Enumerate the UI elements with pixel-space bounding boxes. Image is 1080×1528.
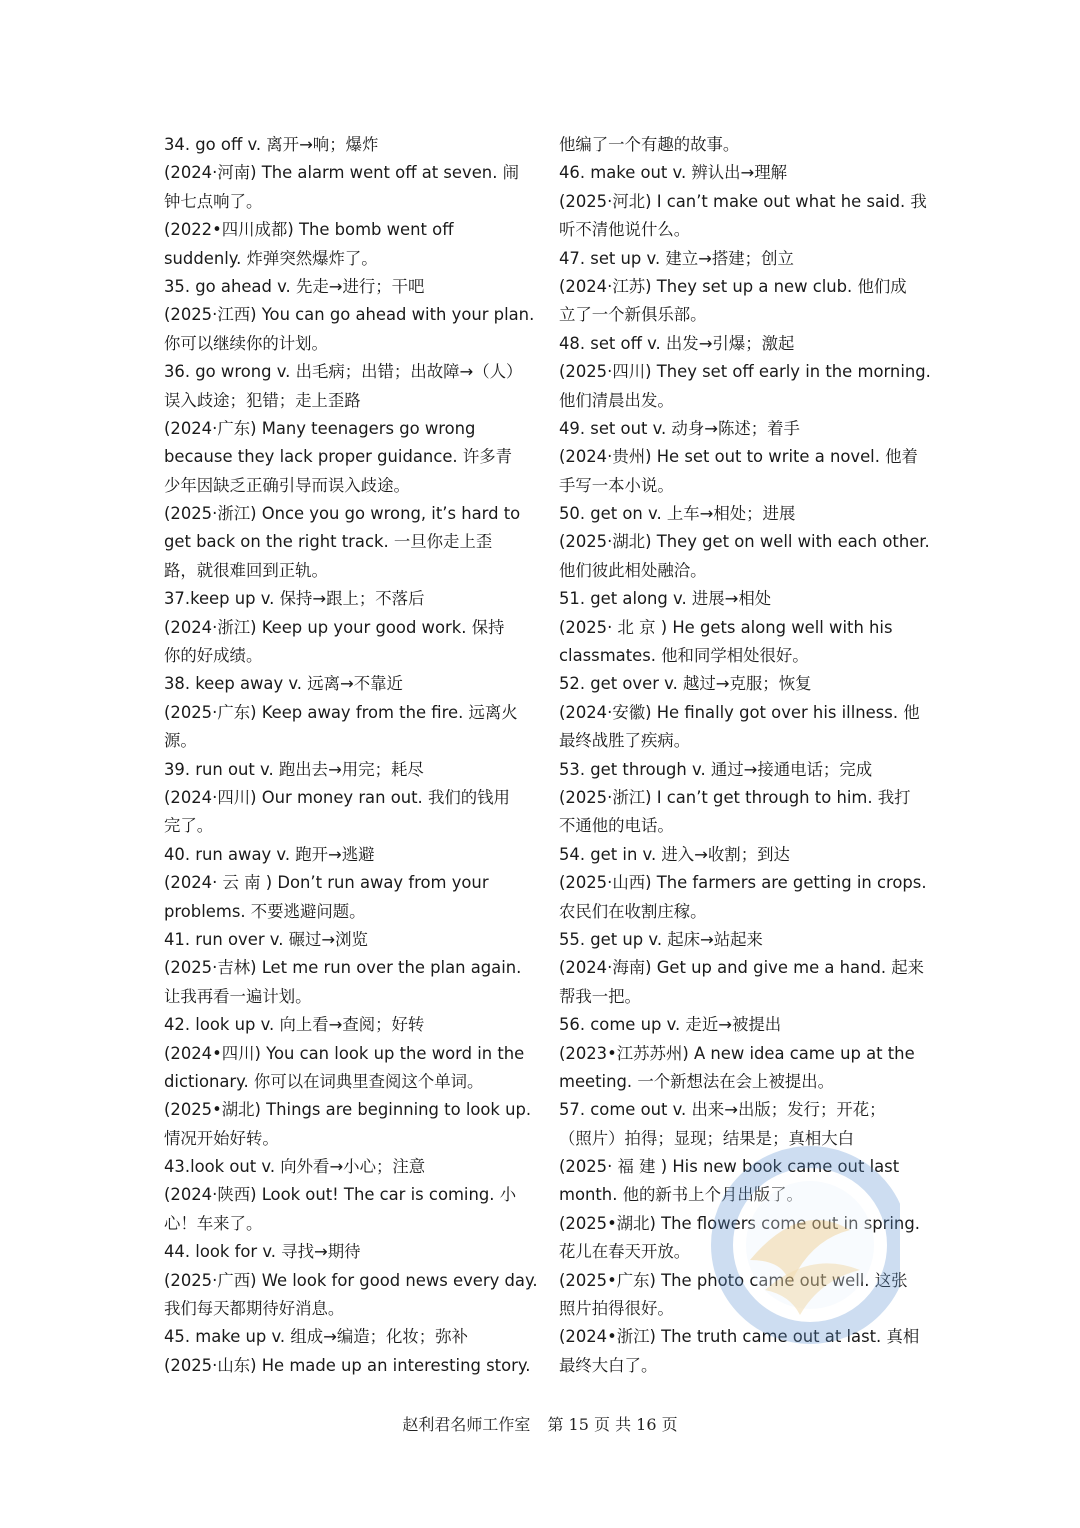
text-line: 听不清他说什么。 — [559, 220, 691, 240]
text-line: (2025·山东) He made up an interesting story. — [164, 1355, 531, 1375]
text-line: 57. come out v. 出来→出版；发行；开花； — [559, 1100, 886, 1120]
text-line: (2025·江西) You can go ahead with your plan. — [164, 305, 535, 325]
text-line: 45. make up v. 组成→编造；化妆；弥补 — [164, 1327, 468, 1347]
text-line: (2025•湖北) Things are beginning to look up. — [164, 1100, 532, 1120]
text-line: 40. run away v. 跑开→逃避 — [164, 844, 375, 864]
left-column — [164, 131, 538, 1380]
page-number: 第 15 页 共 16 页 — [547, 1415, 678, 1434]
text-line: (2025·浙江) I can’t get through to him. 我打 — [559, 787, 911, 807]
text-line: 46. make out v. 辨认出→理解 — [559, 163, 788, 183]
text-line: 48. set off v. 出发→引爆；激起 — [559, 333, 795, 353]
studio-name: 赵利君名师工作室 — [402, 1415, 531, 1434]
text-line: (2025·河北) I can’t make out what he said. 我 — [559, 191, 927, 211]
text-line: 最终战胜了疾病。 — [559, 731, 691, 751]
text-line: (2024·安徽) He finally got over his illness. 他 — [559, 702, 920, 722]
text-line: (2025· 北 京 ) He gets along well with his — [559, 617, 893, 637]
text-line: (2025•湖北) The flowers come out in spring. — [559, 1213, 920, 1233]
text-line: 49. set out v. 动身→陈述；着手 — [559, 418, 800, 438]
text-line: (2024•浙江) The truth came out at last. 真相 — [559, 1327, 920, 1347]
text-line: 41. run over v. 碾过→浏览 — [164, 929, 368, 949]
text-line: （照片）拍得；显现；结果是；真相大白 — [559, 1128, 855, 1148]
text-line: (2024·河南) The alarm went off at seven. 闹 — [164, 163, 519, 183]
text-line: (2025·广西) We look for good news every day. — [164, 1270, 538, 1290]
text-line: dictionary. 你可以在词典里查阅这个单词。 — [164, 1071, 484, 1091]
text-line: 路，就很难回到正轨。 — [164, 560, 328, 580]
watermark-seal-icon — [690, 1110, 900, 1390]
text-line: (2024·江苏) They set up a new club. 他们成 — [559, 276, 907, 296]
text-line: 43.look out v. 向外看→小心；注意 — [164, 1157, 426, 1177]
text-line: 56. come up v. 走近→被提出 — [559, 1015, 782, 1035]
text-line: 36. go wrong v. 出毛病；出错；出故障→（人） — [164, 362, 523, 382]
text-line: 情况开始好转。 — [164, 1128, 279, 1148]
text-line: 42. look up v. 向上看→查阅；好转 — [164, 1015, 425, 1035]
text-line: 手写一本小说。 — [559, 475, 674, 495]
text-line: (2024· 云 南 ) Don’t run away from your — [164, 873, 489, 893]
text-line: problems. 不要逃避问题。 — [164, 901, 366, 921]
text-line: suddenly. 炸弹突然爆炸了。 — [164, 248, 378, 268]
text-line: 农民们在收割庄稼。 — [559, 901, 707, 921]
text-line: meeting. 一个新想法在会上被提出。 — [559, 1071, 835, 1091]
text-line: (2023•江苏苏州) A new idea came up at the — [559, 1043, 915, 1063]
text-line: 完了。 — [164, 816, 214, 836]
text-line: (2025·浙江) Once you go wrong, it’s hard to — [164, 504, 521, 524]
text-line: 不通他的电话。 — [559, 816, 674, 836]
text-line: 53. get through v. 通过→接通电话；完成 — [559, 759, 873, 779]
text-line: (2024·浙江) Keep up your good work. 保持 — [164, 617, 505, 637]
text-line: (2025·四川) They set off early in the morning. — [559, 362, 931, 382]
text-line: 少年因缺乏正确引导而误入歧途。 — [164, 475, 410, 495]
text-line: 立了一个新俱乐部。 — [559, 305, 707, 325]
text-line: (2025· 福 建 ) His new book came out last — [559, 1157, 900, 1177]
text-line: 34. go off v. 离开→响；爆炸 — [164, 135, 379, 154]
text-line: because they lack proper guidance. 许多青 — [164, 447, 513, 467]
text-line: 最终大白了。 — [559, 1355, 658, 1375]
text-line: 55. get up v. 起床→站起来 — [559, 929, 763, 949]
text-line: (2024·陕西) Look out! The car is coming. 小 — [164, 1185, 517, 1205]
text-line: (2022•四川成都) The bomb went off — [164, 220, 454, 240]
text-line: 你可以继续你的计划。 — [164, 333, 328, 353]
text-line: 你的好成绩。 — [164, 646, 263, 666]
text-line: classmates. 他和同学相处很好。 — [559, 646, 809, 666]
text-line: 钟七点响了。 — [164, 191, 263, 211]
text-line: (2025·广东) Keep away from the fire. 远离火 — [164, 702, 518, 722]
text-line: (2025•广东) The photo came out well. 这张 — [559, 1270, 908, 1290]
text-line: 他们彼此相处融洽。 — [559, 560, 707, 580]
text-line: 我们每天都期待好消息。 — [164, 1299, 345, 1319]
text-line: 50. get on v. 上车→相处；进展 — [559, 504, 796, 524]
text-line: 花儿在春天开放。 — [559, 1242, 691, 1262]
text-line: (2024·四川) Our money ran out. 我们的钱用 — [164, 787, 510, 807]
text-line: (2024•四川) You can look up the word in the — [164, 1043, 525, 1063]
text-line: 47. set up v. 建立→搭建；创立 — [559, 248, 794, 268]
text-line: 39. run out v. 跑出去→用完；耗尽 — [164, 759, 424, 779]
text-line: (2025·吉林) Let me run over the plan again. — [164, 958, 522, 978]
text-line: get back on the right track. 一旦你走上歪 — [164, 532, 493, 552]
text-line: (2024·海南) Get up and give me a hand. 起来 — [559, 958, 925, 978]
text-line: (2024·广东) Many teenagers go wrong — [164, 418, 476, 438]
text-line: 38. keep away v. 远离→不靠近 — [164, 674, 403, 694]
text-line: 44. look for v. 寻找→期待 — [164, 1242, 361, 1262]
text-line: 他编了一个有趣的故事。 — [559, 135, 740, 154]
text-line: (2025·湖北) They get on well with each other. — [559, 532, 930, 552]
text-line: 54. get in v. 进入→收割；到达 — [559, 844, 790, 864]
text-line: month. 他的新书上个月出版了。 — [559, 1185, 803, 1205]
text-line: (2024·贵州) He set out to write a novel. 他着 — [559, 447, 918, 467]
text-line: 让我再看一遍计划。 — [164, 986, 312, 1006]
text-line: (2025·山西) The farmers are getting in crops. — [559, 873, 927, 893]
text-line: 35. go ahead v. 先走→进行；干吧 — [164, 276, 425, 296]
text-line: 他们清晨出发。 — [559, 390, 674, 410]
page-footer — [0, 1412, 1080, 1435]
text-line: 51. get along v. 进展→相处 — [559, 589, 772, 609]
text-line: 照片拍得很好。 — [559, 1299, 674, 1319]
text-line: 源。 — [164, 731, 197, 751]
text-line: 37.keep up v. 保持→跟上；不落后 — [164, 589, 425, 609]
text-line: 误入歧途；犯错；走上歪路 — [164, 390, 361, 410]
text-line: 心！车来了。 — [164, 1213, 263, 1233]
text-line: 帮我一把。 — [559, 986, 641, 1006]
text-line: 52. get over v. 越过→克服；恢复 — [559, 674, 812, 694]
